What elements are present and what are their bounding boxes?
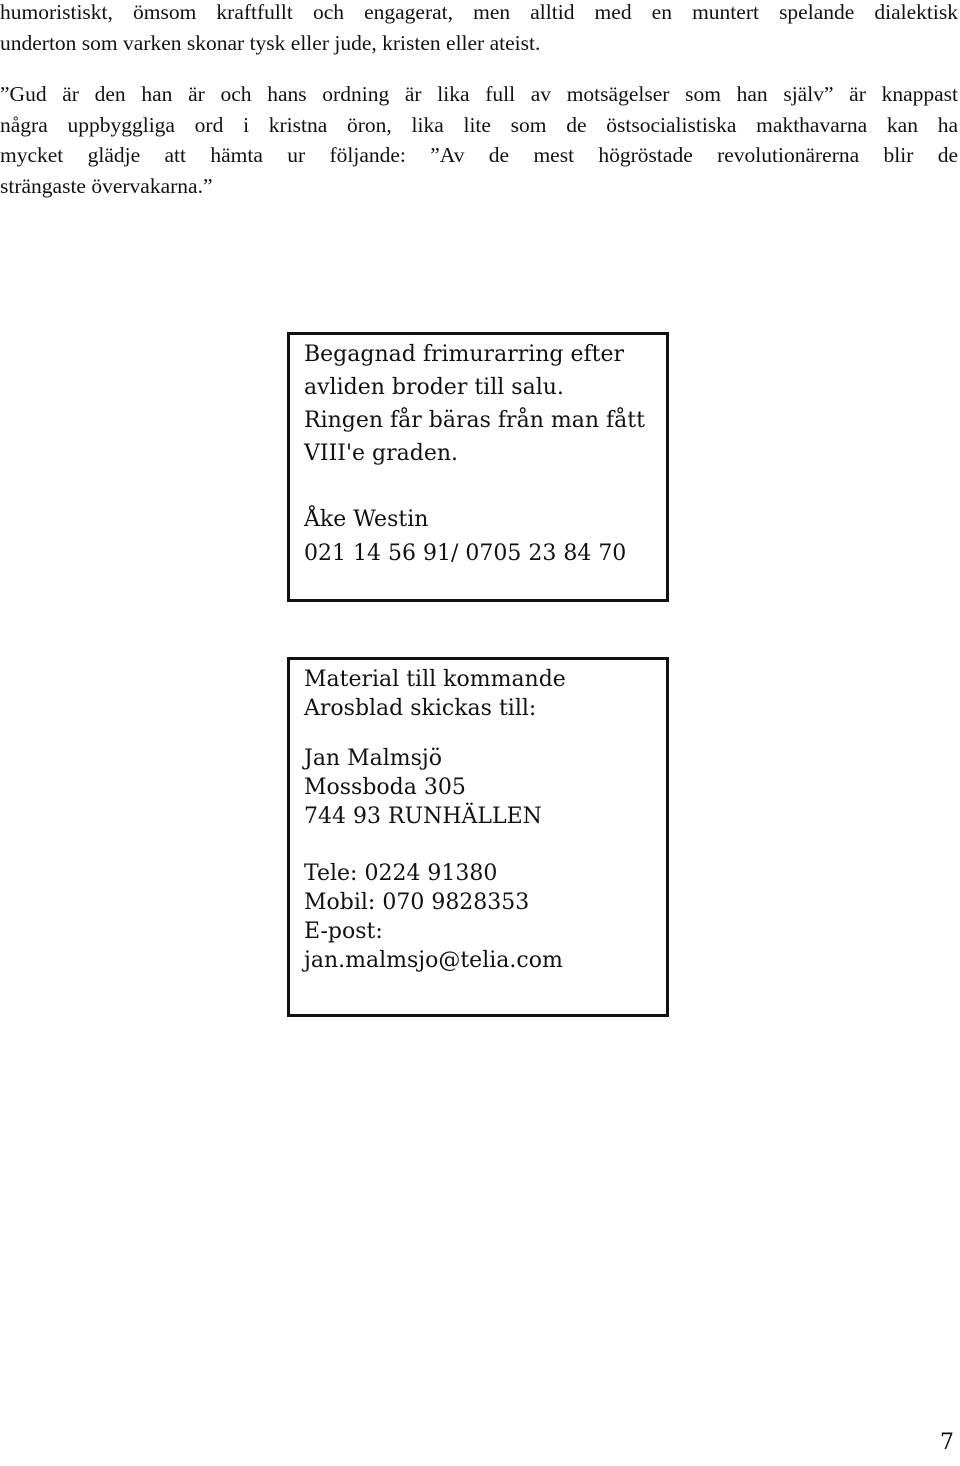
article-paragraph-2 [0, 79, 958, 201]
contact-heading: Material till kommande [304, 667, 566, 692]
seller-name: Åke Westin [304, 507, 429, 532]
submission-contact-box [287, 657, 669, 1017]
contact-mobile: Mobil: 070 9828353 [304, 890, 530, 915]
article-line: några uppbyggliga ord i kristna öron, lika lite som de östsocialistiska makthavarna kan ha [0, 112, 958, 137]
article-paragraph-1 [0, 0, 958, 58]
contact-email: jan.malmsjo@telia.com [304, 948, 563, 973]
ad-line: Ringen får bäras från man fått [304, 408, 645, 433]
article-line: ”Gud är den han är och hans ordning är lika full av motsägelser som han själv” är knappast [0, 82, 958, 106]
article-line: strängaste övervakarna.” [0, 173, 213, 198]
contact-name: Jan Malmsjö [304, 746, 442, 771]
page-number: 7 [940, 1430, 954, 1455]
contact-phone: Tele: 0224 91380 [304, 861, 498, 886]
contact-street: Mossboda 305 [304, 775, 466, 800]
ad-line: VIII'e graden. [304, 441, 458, 466]
ad-line: avliden broder till salu. [304, 375, 564, 400]
article-line: underton som varken skonar tysk eller jude, kristen eller ateist. [0, 30, 541, 55]
article-line: humoristiskt, ömsom kraftfullt och engagerat, men alltid med en muntert spelande dialektisk [0, 0, 958, 24]
ring-for-sale-ad-box [287, 332, 669, 602]
contact-email-label: E-post: [304, 919, 383, 944]
contact-heading: Arosblad skickas till: [304, 696, 537, 721]
contact-postal: 744 93 RUNHÄLLEN [304, 804, 542, 829]
ad-line: Begagnad frimurarring efter [304, 342, 625, 367]
seller-phone: 021 14 56 91/ 0705 23 84 70 [304, 541, 627, 566]
article-line: mycket glädje att hämta ur följande: ”Av de mest högröstade revolutionärerna blir de [0, 143, 958, 167]
